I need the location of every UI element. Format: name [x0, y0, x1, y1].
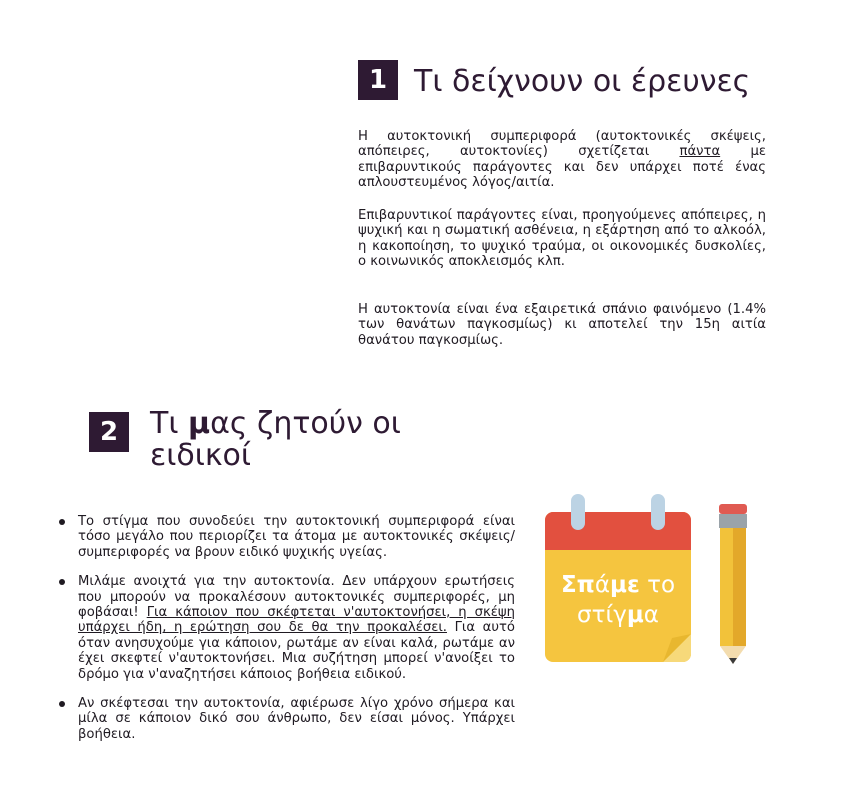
section-2-number: 2 [99, 417, 119, 447]
calendar-ring-right [651, 494, 665, 530]
calendar-ring-left [571, 494, 585, 530]
calendar-header [545, 512, 691, 550]
list-item: Μιλάμε ανοιχτά για την αυτοκτονία. Δεν υπάρχουν ερωτήσεις που μπορούν να προκαλέσουν αυτοκτονικές συμπεριφορές, μη φοβάσαι! Για κάποιον που σκέφτεται ν'αυτοκτονήσει, η σκέψη υπάρχει ήδη, η ερώτηση σου δε θα την προκαλέσει. Για αυτό όταν ανησυχούμε για κάποιον, ρωτάμε αν είναι καλά, ρωτάμε αν έχει σκεφτεί ν'αυτοκτονήσει. Μια συζήτηση μπορεί ν'ανοίξει το δρόμο για ν'αναζητήσει κάποιος βοήθεια ειδικού. [58, 574, 515, 682]
section-1-title: Τι δείχνουν οι έρευνες [414, 64, 751, 99]
section-2-number-badge [89, 412, 129, 452]
list-item: Αν σκέφτεσαι την αυτοκτονία, αφιέρωσε λίγο χρόνο σήμερα και μίλα σε κάποιον δικό σου άνθρωπο, δεν είσαι μόνος. Υπάρχει βοήθεια. [58, 696, 515, 742]
section-1-paragraph-3: Η αυτοκτονία είναι ένα εξαιρετικά σπάνιο φαινόμενο (1.4% των θανάτων παγκοσμίως) κι αποτελεί την 15η αιτία θανάτου παγκοσμίως. [358, 302, 766, 348]
section-1-number: 1 [368, 65, 388, 95]
section-1-number-badge [358, 60, 398, 100]
list-item: Το στίγμα που συνοδεύει την αυτοκτονική συμπεριφορά είναι τόσο μεγάλο που περιορίζει τα άτομα με αυτοκτονικές σκέψεις/συμπεριφορές να βρουν ειδικό ψυχικής υγείας. [58, 514, 515, 560]
calendar-slogan [545, 570, 691, 630]
section-1-paragraph-2: Επιβαρυντικοί παράγοντες είναι, προηγούμενες απόπειρες, η ψυχική και η σωματική ασθένεια, η εξάρτηση από το αλκοόλ, η κακοποίηση, το ψυχικό τραύμα, οι οικονομικές δυσκολίες, ο κοινωνικός αποκλεισμός κλπ. [358, 208, 766, 270]
recommendations-list [58, 514, 515, 756]
pencil-icon [719, 504, 747, 664]
section-1-paragraph-1: Η αυτοκτονική συμπεριφορά (αυτοκτονικές σκέψεις, απόπειρες, αυτοκτονίες) σχετίζεται πάντα με επιβαρυντικούς παράγοντες και δεν υπάρχει ποτέ ένας απλουστευμένος λόγος/αιτία. [358, 129, 767, 191]
calendar-slogan-line-1: Σπάμε το [560, 572, 676, 598]
section-2-title: Τι μας ζητούν οι ειδικοί [150, 406, 401, 473]
calendar-slogan-line-2: στίγμα [577, 602, 659, 628]
